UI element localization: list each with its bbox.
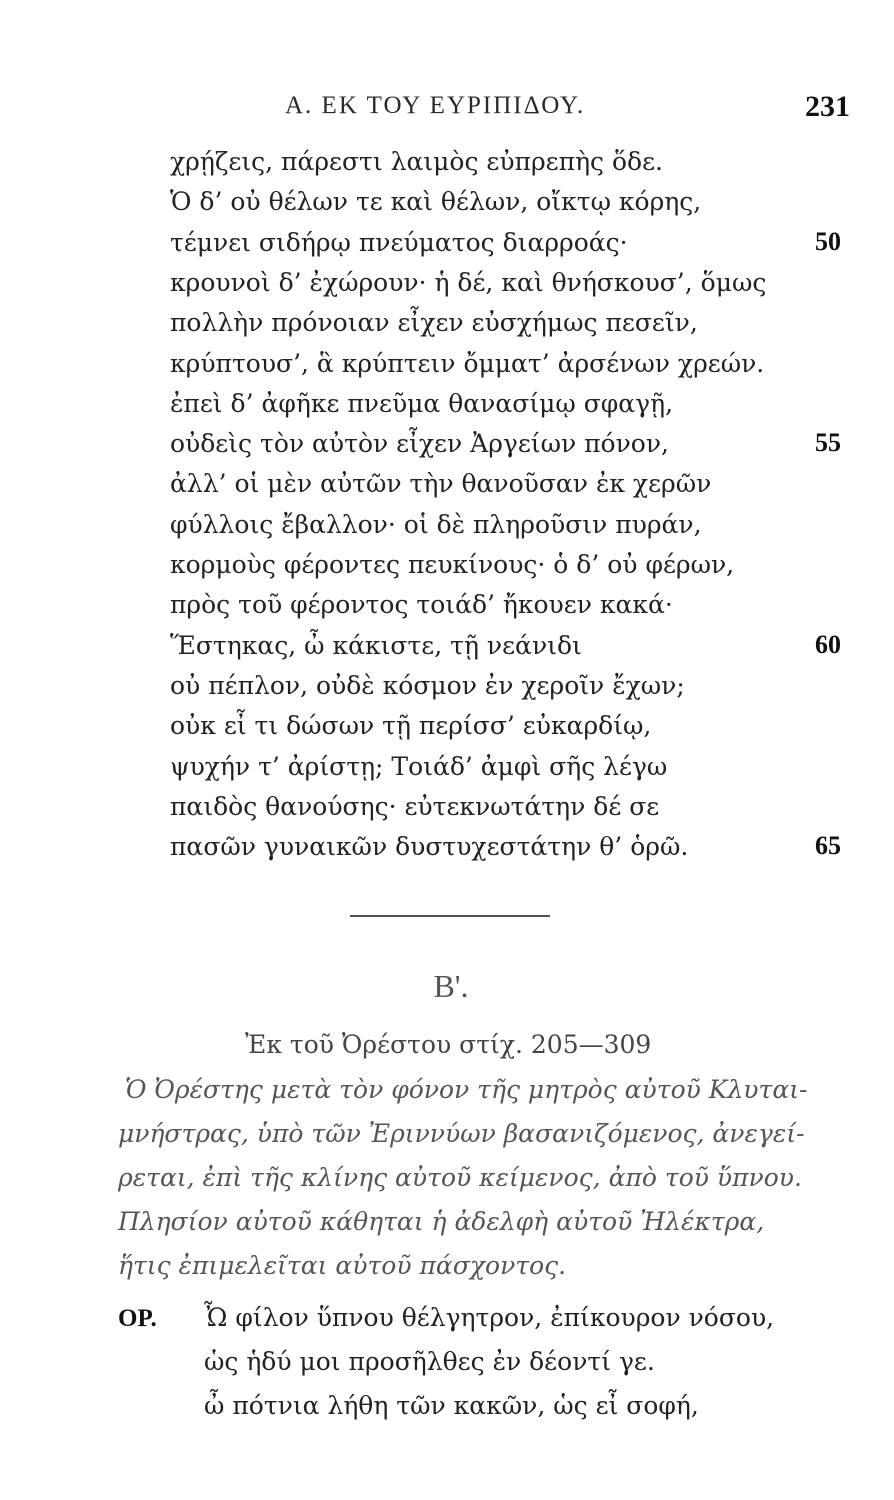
dialogue-line: Ὦ φίλον ὕπνου θέλγητρον, ἐπίκουρον νόσου, [204, 1303, 775, 1332]
argument-line: Ὁ Ὀρέστης μετὰ τὸν φόνον τῆς μητρὸς αὐτοῦ Κλυται- [125, 1075, 808, 1104]
page-number: 231 [805, 90, 850, 123]
verse-line: ἐπεὶ δ’ ἀφῆκε πνεῦμα θανασίμῳ σφαγῇ, [170, 388, 674, 418]
section-letter: Β'. [433, 968, 469, 1004]
verse-line: φύλλοις ἔβαλλον· οἱ δὲ πληροῦσιν πυράν, [170, 509, 702, 539]
verse-line: ψυχήν τ’ ἀρίστῃ; Τοιάδ’ ἀμφὶ σῆς λέγω [170, 751, 668, 781]
verse-line: κρύπτουσ’, ἃ κρύπτειν ὄμματ’ ἀρσένων χρεών. [170, 348, 765, 378]
verse-line: κορμοὺς φέροντες πευκίνους· ὁ δ’ οὐ φέρων, [170, 550, 735, 579]
line-number: 50 [815, 226, 841, 256]
source-reference: Ἐκ τοῦ Ὀρέστου στίχ. 205—309 [245, 1030, 652, 1059]
verse-line: χρῄζεις, πάρεστι λαιμὸς εὐπρεπὴς ὅδε. [170, 147, 663, 176]
line-number: 60 [815, 629, 841, 659]
running-head [0, 92, 894, 132]
verse-line: ἀλλ’ οἱ μὲν αὐτῶν τὴν θανοῦσαν ἐκ χερῶν [170, 469, 712, 499]
verse-line: Ἕστηκας, ὦ κάκιστε, τῇ νεάνιδι [170, 630, 582, 660]
verse-line: κρουνοὶ δ’ ἐχώρουν· ἡ δέ, καὶ θνήσκουσ’, ὅμως [170, 267, 767, 297]
verse-line: τέμνει σιδήρῳ πνεύματος διαρροάς· [170, 227, 628, 257]
argument-line: ἥτις ἐπιμελεῖται αὐτοῦ πάσχοντος. [118, 1251, 567, 1280]
verse-line: οὐκ εἶ τι δώσων τῇ περίσσ’ εὐκαρδίῳ, [170, 711, 652, 741]
argument-line: μνήστρας, ὑπὸ τῶν Ἐριννύων βασανιζόμενος, ἀνεγεί- [118, 1119, 805, 1148]
verse-line: πρὸς τοῦ φέροντος τοιάδ’ ἤκουεν κακά· [170, 590, 673, 620]
running-title: Α. ΕΚ ΤΟΥ ΕΥΡΙΠΙΔΟΥ. [285, 92, 586, 119]
section-divider [350, 915, 550, 917]
dialogue-line: ὦ πότνια λήθη τῶν κακῶν, ὡς εἶ σοφή, [204, 1391, 699, 1420]
verse-line: Ὁ δ’ οὐ θέλων τε καὶ θέλων, οἴκτῳ κόρης, [170, 187, 702, 217]
verse-line: πασῶν γυναικῶν δυστυχεστάτην θ’ ὁρῶ. [170, 832, 689, 862]
line-number: 65 [815, 831, 841, 861]
argument-line: Πλησίον αὐτοῦ κάθηται ἡ ἀδελφὴ αὐτοῦ Ἠλέκτρα, [118, 1207, 765, 1236]
verse-line: οὐδεὶς τὸν αὐτὸν εἶχεν Ἀργείων πόνον, [170, 429, 669, 459]
verse-line: οὐ πέπλον, οὐδὲ κόσμον ἐν χεροῖν ἔχων; [170, 670, 685, 700]
line-number: 55 [815, 428, 841, 458]
dialogue-line: ὡς ἡδύ μοι προσῆλθες ἐν δέοντί γε. [204, 1347, 655, 1376]
speaker-label: ΟΡ. [118, 1305, 157, 1332]
argument-line: ρεται, ἐπὶ τῆς κλίνης αὐτοῦ κείμενος, ἀπὸ τοῦ ὕπνου. [118, 1163, 802, 1192]
verse-line: παιδὸς θανούσης· εὐτεκνωτάτην δέ σε [170, 791, 660, 821]
verse-line: πολλὴν πρόνοιαν εἶχεν εὐσχήμως πεσεῖν, [170, 308, 698, 338]
